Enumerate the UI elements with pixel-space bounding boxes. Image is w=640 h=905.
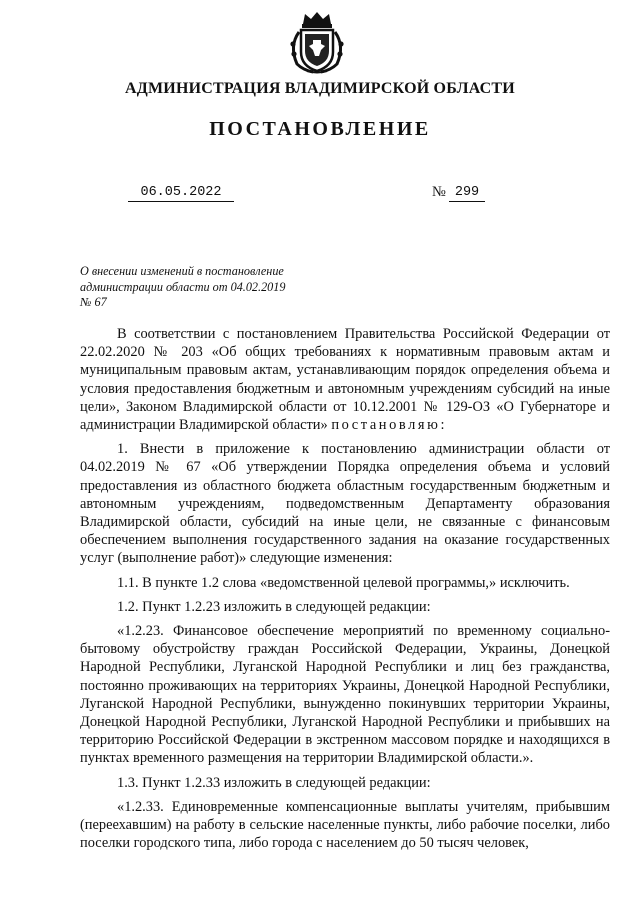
body-paragraph: 1. Внести в приложение к постановлению администрации области от 04.02.2019 № 67 «Об утверждении Порядка определения объема и условий предоставления из областного бюджета областным государственным бюджетным и автономным учреждениям, подведомственным Департаменту образования Владимирской области, субсидий на иные цели, не связанные с финансовым обеспечением выполнения государственного задания на оказание государственных услуг (выполнение работ)» следующие изменения: — [80, 441, 610, 567]
body-paragraph: «1.2.23. Финансовое обеспечение мероприятий по временному социально-бытовому обустройству граждан Российской Федерации, Украины, Донецкой Народной Республики, Луганской Народной Республики и лиц без гражданства, постоянно проживающих на территориях Украины, Донецкой Народной Республики, Луганской Народной Республики, вынужденно покинувших территории Украины, Донецкой Народной Республики, Луганской Народной Республики и прибывших на территорию Российской Федерации в экстренном массовом порядке и находящихся в пунктах временного размещения на территории Владимирской области.». — [80, 623, 610, 767]
document-subject — [80, 264, 320, 311]
document-type-title: ПОСТАНОВЛЕНИЕ — [209, 118, 431, 140]
preamble-text: В соответствии с постановлением Правительства Российской Федерации от 22.02.2020 № 203 «Об общих требованиях к нормативным правовым актам и муниципальным правовым актам, устанавливающим порядок определения объема и условия предоставления бюджетным и автономным учреждениям субсидий на иные цели», Законом Владимирской области от 10.12.2001 № 129-ОЗ «О Губернаторе и администрации Владимирской области» — [80, 326, 610, 434]
subject-line: администрации области от 04.02.2019 — [80, 279, 286, 294]
preamble-paragraph — [80, 325, 610, 434]
body-paragraph: 1.2. Пункт 1.2.23 изложить в следующей редакции: — [117, 598, 431, 615]
body-paragraph: 1.3. Пункт 1.2.33 изложить в следующей редакции: — [117, 774, 431, 791]
document-number: 299 — [449, 185, 485, 202]
coat-of-arms-icon — [283, 10, 351, 74]
decree-word: постановляю: — [331, 417, 448, 434]
subject-line: О внесении изменений в постановление — [80, 264, 284, 278]
organization-title: АДМИНИСТРАЦИЯ ВЛАДИМИРСКОЙ ОБЛАСТИ — [125, 80, 515, 97]
body-paragraph: «1.2.33. Единовременные компенсационные выплаты учителям, прибывшим (переехавшим) на работу в сельские населенные пункты, либо рабочие поселки, либо поселки городского типа, либо города с населением до 50 тысяч человек, — [80, 798, 610, 852]
document-number-label: № — [432, 184, 446, 200]
subject-line: № 67 — [80, 295, 107, 309]
document-date: 06.05.2022 — [128, 185, 234, 202]
body-paragraph: 1.1. В пункте 1.2 слова «ведомственной целевой программы,» исключить. — [117, 574, 570, 591]
document-body — [80, 325, 610, 852]
